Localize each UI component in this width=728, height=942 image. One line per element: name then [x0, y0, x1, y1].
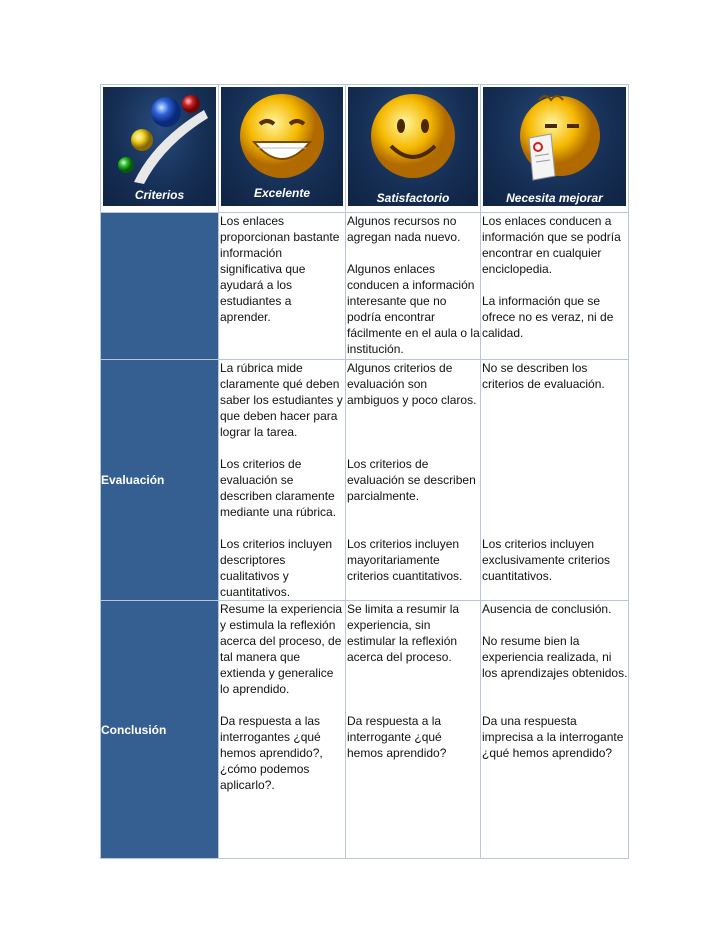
sick-smiley-icon [505, 90, 605, 186]
excelente-text: La rúbrica mide claramente qué deben saber los estudiantes y que deben hacer para lograr la tarea. Los criterios de evaluación se describen claramente mediante una rúbrica. Los criterios incluyen descriptores cualitativos y cuantitativos. [220, 361, 343, 599]
smiley-icon [365, 90, 461, 186]
table-row [101, 601, 629, 859]
necesita-text: Ausencia de conclusión. No resume bien la experiencia realizada, ni los aprendizajes obtenidos. Da una respuesta imprecisa a la interrogante ¿qué hemos aprendido? [482, 602, 628, 760]
table-row [101, 213, 629, 360]
header-criterios-cell [101, 85, 219, 213]
header-satisfactorio: Satisfactorio [376, 191, 450, 205]
table-row [101, 360, 629, 601]
molecule-balls-icon [104, 90, 216, 185]
header-satisfactorio-cell [346, 85, 481, 213]
header-criterios: Criterios [134, 188, 185, 202]
necesita-text: No se describen los criterios de evaluación. Los criterios incluyen exclusivamente criterios cuantitativos. [482, 361, 611, 583]
header-row [101, 85, 629, 213]
rubric-table [100, 84, 629, 859]
satisfactorio-text: Se limita a resumir la experiencia, sin estimular la reflexión acerca del proceso. Da respuesta a la interrogante ¿qué hemos aprendido? [347, 602, 460, 760]
satisfactorio-text: Algunos criterios de evaluación son ambiguos y poco claros. Los criterios de evaluación se describen parcialmente. Los criterios incluyen mayoritariamente criterios cuantitativos. [347, 361, 477, 583]
satisfactorio-text: Algunos recursos no agregan nada nuevo. Algunos enlaces conducen a información interesante que no podría encontrar fácilmente en el aula o la institución. [347, 214, 480, 356]
criterion-cell [101, 360, 219, 601]
header-excelente-cell [219, 85, 346, 213]
header-necesita-cell [481, 85, 629, 213]
grinning-smiley-icon [234, 90, 330, 186]
excelente-text: Los enlaces proporcionan bastante información significativa que ayudará a los estudiantes a aprender. [220, 214, 340, 324]
criterion-cell [101, 213, 219, 360]
criterion-label: Conclusión [101, 722, 167, 737]
excelente-text: Resume la experiencia y estimula la reflexión acerca del proceso, de tal manera que extienda y generalice lo aprendido. Da respuesta a las interrogantes ¿qué hemos aprendido?, ¿cómo podemos aplicarlo?. [220, 602, 343, 792]
header-excelente: Excelente [253, 186, 311, 200]
criterion-cell [101, 601, 219, 859]
necesita-text: Los enlaces conducen a información que se podría encontrar en cualquier enciclopedia. La información que se ofrece no es veraz, ni de calidad. [482, 214, 621, 340]
criterion-label: Evaluación [101, 473, 165, 487]
header-necesita: Necesita mejorar [506, 191, 603, 205]
